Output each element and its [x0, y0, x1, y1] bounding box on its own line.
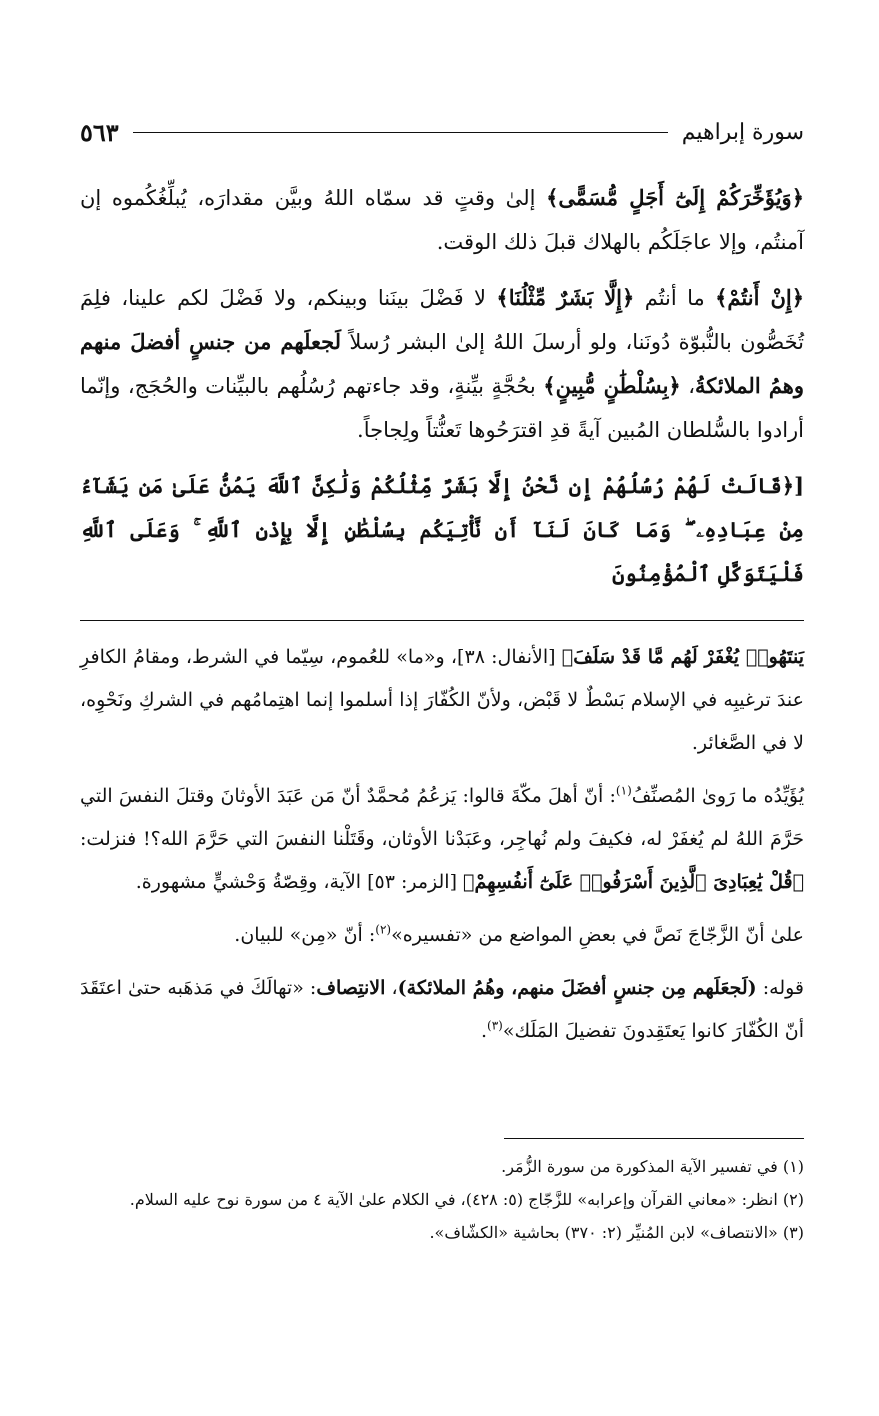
commentary-body: قوله: [756, 977, 805, 999]
commentary-body: علىٰ أنّ الزَّجّاجَ نَصَّ في بعضِ المواضع من «تفسيره» [391, 924, 804, 946]
footnote-separator [504, 1138, 804, 1139]
surah-title: سورة إبراهيم [681, 119, 804, 145]
footnote-marker: (١) [615, 783, 632, 798]
tafsir-text: إلىٰ وقتٍ قد سمّاه اللهُ وبيَّن مقدارَه، يُبلِّغُكُموه إن آمنتُم، وإلا عاجَلَكُم بالهلاك قبلَ ذلك الوقت. [80, 186, 804, 254]
quran-verse: ﴿بِسُلْطَٰنٍ مُّبِينٍ﴾ [543, 373, 681, 398]
commentary-body: ، [385, 977, 398, 999]
commentary-body: : «تهالَكَ في مَذهَبه حتىٰ اعتَقَدَ أنّ الكُفّارَ كانوا يَعتَقِدونَ تفضيلَ المَلَك» [80, 977, 804, 1042]
commentary-paragraph-3 [80, 914, 804, 957]
quran-verse: ﴿قُلْ يَٰعِبَادِىَ ٱلَّذِينَ أَسْرَفُوا۟ عَلَىٰٓ أَنفُسِهِمْ﴾ [463, 871, 804, 893]
commentary-paragraph-1 [80, 636, 804, 765]
footnote-2: (٢) انظر: «معاني القرآن وإعرابه» للزَّجّاج (٥: ٤٢٨)، في الكلام علىٰ الآية ٤ من سورة نوح عليه السلام. [129, 1190, 804, 1209]
quran-verse: ﴿قَالَتْ لَهُمْ رُسُلُهُمْ إِن نَّحْنُ إِلَّا بَشَرٌ مِّثْلُكُمْ وَلَٰكِنَّ ٱللَّهَ يَمُنُّ عَلَىٰ مَن يَشَآءُ مِنْ عِبَادِهِۦ ۖ وَمَا كَانَ لَنَآ أَن نَّأْتِيَكُم بِسُلْطَٰنٍ إِلَّا بِإِذْنِ ٱللَّهِ ۚ وَعَلَى ٱللَّهِ فَلْيَتَوَكَّلِ ٱلْمُؤْمِنُونَ [80, 473, 804, 586]
header-rule [133, 132, 668, 133]
tafsir-text: بحُجَّةٍ بيِّنةٍ، وقد جاءتهم رُسُلُهم بالبيِّنات والحُجَج، وإنّما أرادوا بالسُّلطان المُبين آيةً قدِ اقترَحُوها تَعنُّتاً ولِجاجاً. [80, 374, 804, 442]
main-paragraph-3 [80, 464, 804, 596]
main-paragraph-2 [80, 276, 804, 452]
highlighted-phrase: لَجعلَهم من جنسٍ أفضلَ منهم وهمُ الملائكةُ [80, 329, 805, 398]
highlighted-phrase: (لَجعَلَهم مِن جنسٍ أفضَلَ منهم، وهُمُ الملائكة) [397, 977, 757, 999]
main-text [80, 176, 804, 596]
footnote-marker: (٢) [375, 922, 392, 937]
tafsir-text: ما أنتُم [634, 286, 716, 310]
main-paragraph-1 [80, 176, 804, 264]
commentary-body: . [480, 1020, 487, 1042]
source-name: الانتِصاف [316, 977, 386, 999]
quran-verse: ﴿إِلَّا بَشَرٌ مِّثْلُنَا﴾ [496, 285, 635, 310]
footnote-3: (٣) «الانتصاف» لابن المُنيِّر (٢: ٣٧٠) بحاشية «الكشّاف». [429, 1223, 804, 1242]
page-number: ٥٦٣ [80, 117, 119, 147]
commentary-paragraph-2 [80, 775, 804, 904]
quran-verse: ﴿إِنْ أَنتُمْ﴾ [715, 285, 805, 310]
footnote-1: (١) في تفسير الآية المذكورة من سورة الزُّمَر. [501, 1157, 804, 1176]
commentary-body: : أنّ أهلَ مكّةَ قالوا: يَزعُمُ مُحمَّدٌ أنّ مَن عَبَدَ الأوثانَ وقتلَ النفسَ التي حَرَّمَ اللهُ لم يُغفَرْ له، فكيفَ ولم نُهاجِر، وعَبَدْنا الأوثان، وقَتَلْنا النفسَ التي حَرَّمَ الله؟! فنزلت: [80, 785, 804, 850]
quran-verse: يَنتَهُوا۟ يُغْفَرْ لَهُم مَّا قَدْ سَلَفَ﴾ [561, 646, 804, 668]
verse-bracket: [ [794, 473, 804, 498]
tafsir-text: لا فَضْلَ بينَنا وبينكم، ولا فَضْلَ لكم علينا، فلِمَ تُخَصُّون بالنُّبوّة دُونَنا، ولو أرسلَ اللهُ إلىٰ البشر رُسلاً [80, 286, 804, 354]
tafsir-text: ، [680, 374, 696, 398]
page-header [80, 112, 804, 152]
commentary-paragraph-4 [80, 967, 804, 1053]
quran-verse: ﴿وَيُؤَخِّرَكُمْ إِلَىٰٓ أَجَلٍ مُّسَمًّى﴾ [546, 185, 804, 210]
footnotes [80, 1150, 804, 1249]
main-commentary-separator [80, 620, 804, 621]
commentary-body: [الزمر: ٥٣] الآية، وقِصّةُ وَحْشيٍّ مشهورة. [135, 871, 464, 893]
commentary-body: يُؤَيِّدُه ما رَوىٰ المُصنِّفُ [631, 785, 805, 807]
commentary-body: [الأنفال: ٣٨]، و«ما» للعُموم، سِيّما في الشرط، ومقامُ الكافرِ عندَ ترغيبِه في الإسلام بَسْطٌ لا قَبْض، ولأنّ الكُفّارَ إذا أسلموا إنما اهتِمامُهم في الشركِ ونَحْوِه، لا في الصَّغائر. [80, 646, 804, 754]
footnote-marker: (٣) [487, 1018, 503, 1033]
commentary-text [80, 636, 804, 1053]
commentary-body: : أنّ «مِن» للبيان. [234, 924, 376, 946]
